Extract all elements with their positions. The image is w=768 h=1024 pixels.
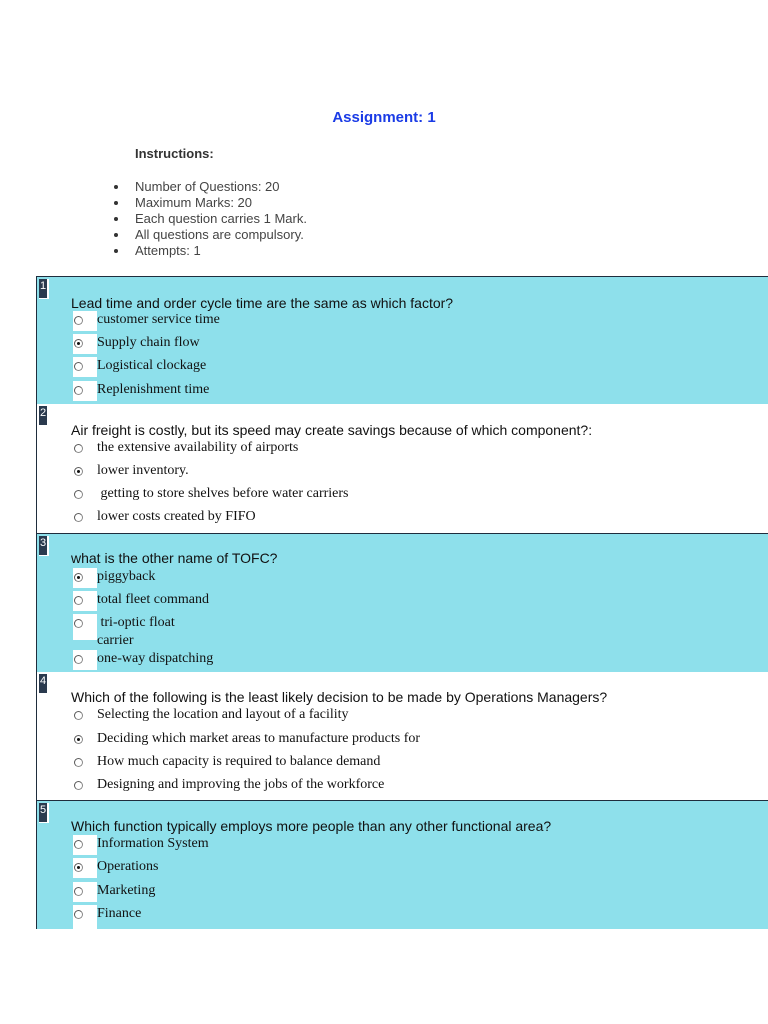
option-label: Replenishment time — [97, 382, 210, 397]
option-label: lower inventory. — [97, 463, 189, 478]
question-text: Air freight is costly, but its speed may create savings because of which component?: — [71, 422, 593, 438]
radio-button[interactable] — [74, 781, 83, 790]
question-text: Which function typically employs more people than any other functional area? — [71, 818, 552, 834]
option-label: Marketing — [97, 883, 156, 898]
question-number: 1 — [39, 279, 49, 299]
radio-button[interactable] — [74, 758, 83, 767]
option-label: customer service time — [97, 312, 220, 327]
radio-button[interactable] — [74, 863, 83, 872]
option-label: tri-optic float — [97, 615, 175, 630]
question-number: 4 — [39, 674, 49, 694]
question-block — [36, 672, 768, 800]
option-label: the extensive availability of airports — [97, 440, 299, 455]
radio-button[interactable] — [74, 735, 83, 744]
question-block — [36, 533, 768, 673]
question-block — [36, 800, 768, 929]
radio-button[interactable] — [74, 840, 83, 849]
instructions-list — [0, 179, 307, 259]
question-text: Lead time and order cycle time are the same as which factor? — [71, 295, 454, 311]
radio-button[interactable] — [74, 444, 83, 453]
question-text: what is the other name of TOFC? — [71, 550, 278, 566]
option-label: getting to store shelves before water carriers — [97, 486, 349, 501]
assignment-title: Assignment: 1 — [332, 109, 436, 126]
radio-button[interactable] — [74, 386, 83, 395]
option-label: Supply chain flow — [97, 335, 200, 350]
option-label: How much capacity is required to balance demand — [97, 754, 381, 769]
option-label: Finance — [97, 906, 142, 921]
radio-button[interactable] — [74, 573, 83, 582]
option-label: piggyback — [97, 569, 156, 584]
instruction-item: Number of Questions: 20 — [0, 179, 307, 195]
option-label-continued: carrier — [97, 633, 134, 648]
option-label: Logistical clockage — [97, 358, 207, 373]
question-block — [36, 276, 768, 405]
radio-button[interactable] — [74, 619, 83, 628]
option-label: Selecting the location and layout of a facility — [97, 707, 349, 722]
option-label: Operations — [97, 859, 159, 874]
question-block — [36, 404, 768, 533]
option-label: Information System — [97, 836, 209, 851]
radio-button[interactable] — [74, 316, 83, 325]
question-number: 5 — [39, 803, 49, 823]
instructions-heading: Instructions: — [135, 146, 214, 161]
option-label: one-way dispatching — [97, 651, 214, 666]
radio-button[interactable] — [74, 711, 83, 720]
question-number: 2 — [39, 406, 49, 426]
instruction-item: All questions are compulsory. — [0, 227, 307, 243]
option-label: total fleet command — [97, 592, 209, 607]
instruction-item: Each question carries 1 Mark. — [0, 211, 307, 227]
instruction-item: Maximum Marks: 20 — [0, 195, 307, 211]
radio-button[interactable] — [74, 596, 83, 605]
radio-button[interactable] — [74, 490, 83, 499]
radio-button[interactable] — [74, 513, 83, 522]
instruction-item: Attempts: 1 — [0, 243, 307, 259]
radio-button[interactable] — [74, 655, 83, 664]
option-label: lower costs created by FIFO — [97, 509, 256, 524]
option-label: Deciding which market areas to manufacture products for — [97, 731, 421, 746]
radio-button[interactable] — [74, 362, 83, 371]
radio-button[interactable] — [74, 467, 83, 476]
radio-button[interactable] — [74, 910, 83, 919]
question-number: 3 — [39, 536, 49, 556]
radio-button[interactable] — [74, 887, 83, 896]
radio-button[interactable] — [74, 339, 83, 348]
option-label: Designing and improving the jobs of the workforce — [97, 777, 385, 792]
question-text: Which of the following is the least likely decision to be made by Operations Managers? — [71, 689, 608, 705]
